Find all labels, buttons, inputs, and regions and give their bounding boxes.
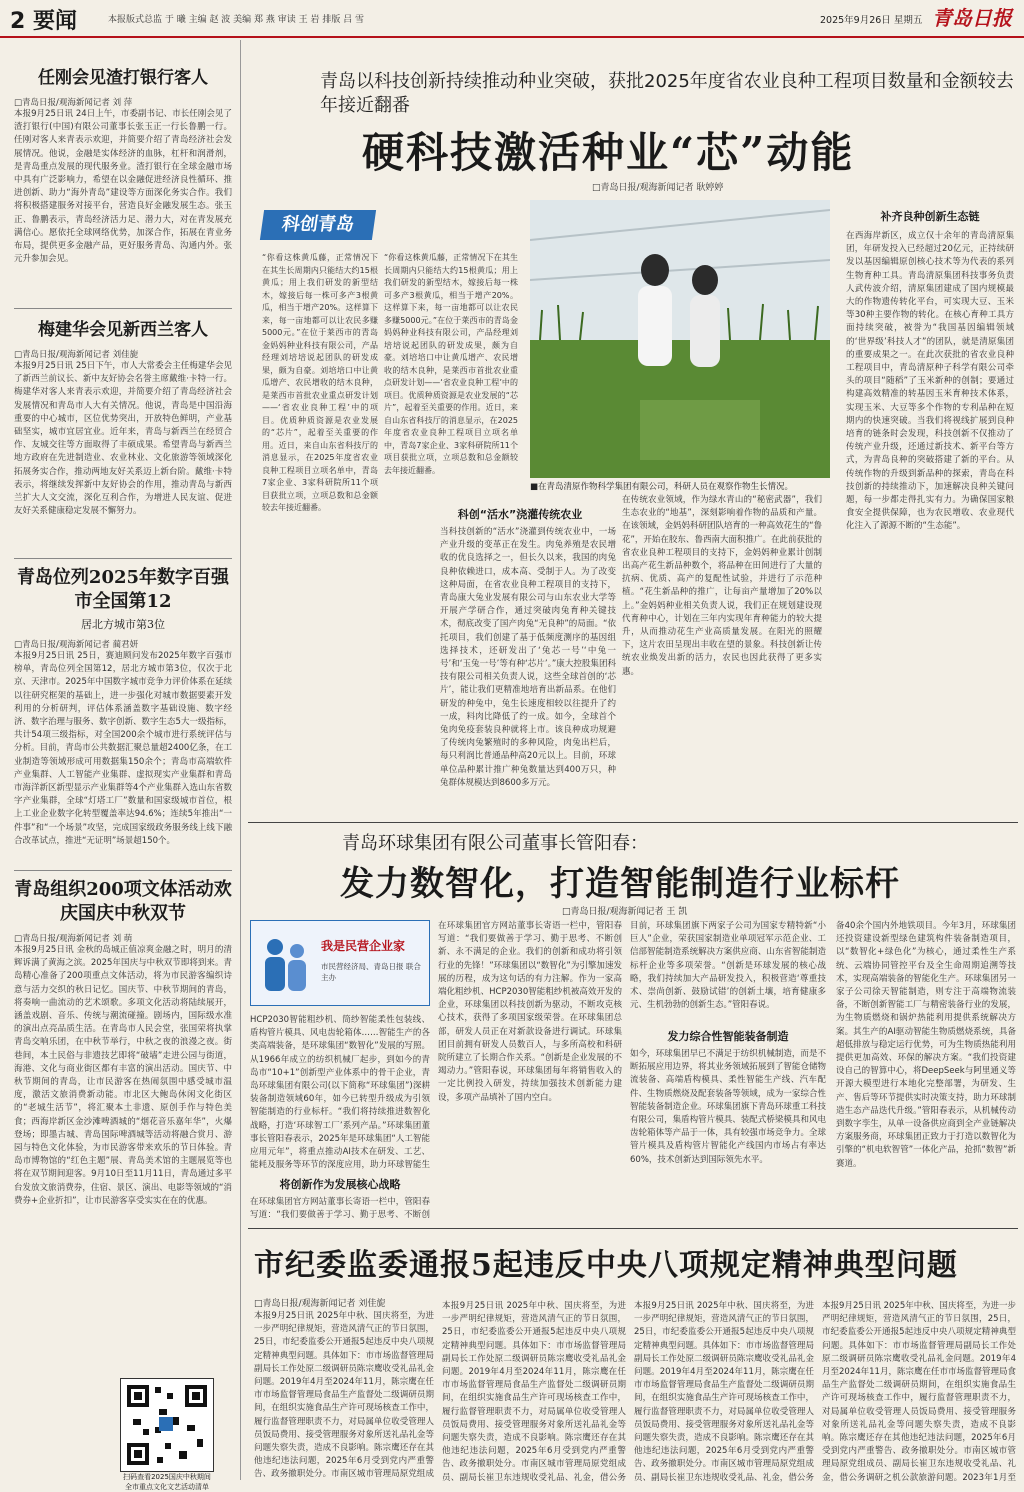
photo-caption: ■在青岛清原作物科学集团有限公司，科研人员在观察作物生长情况。	[530, 482, 794, 492]
divider	[14, 558, 232, 559]
feature1-intro: “你看这株黄瓜藤，正常情况下在其生长周期内只能结大约15根黄瓜；用上我们研发的新型结木，嫁接后每一株可多产3根黄瓜，相当于增产20%。这样算下来，每一亩地都可以让农民多赚5000元。”在位于莱西市的青岛金妈妈种业科技有限公司，产品经理刘培培说起团队的研发成果，颇为自豪。刘培培口中让黄瓜增产、农民增收的结木良种，是莱西市首批农业重点研发计划——‘省农业良种工程’中的项目。优质种质资源是农业发展的“芯片”，起着至关重要的作用。近日，来自山东省科技厅的消息显示，在2025年度省农业良种工程项目立项名单中，青岛7家企业、3家科研院所11个项目获批立项，立项总数和总金额较去年接近翻番。	[262, 253, 378, 512]
feature1-section1-title: 科创“活水”浇灌传统农业	[457, 508, 583, 521]
story-body: 本报9月25日讯 25日，赛迪顾问发布2025年数字百强市榜单，青岛位列全国第12，居北方城市第3位，仅次于北京、天津市。2025年中国数字城市竞争力评价体系在延续以往研究框架的基础上，进一步强化对城市数据要素开发利用的分析研判，评估体系涵盖数字基础设施、数字经济、数字治理与服务、数字创新、数字生态5大一级指标，共计54项三级指标，对全国200余个城市进行系统评估与分析。目前，青岛市公共数据汇聚总量超2400亿条，在工业制造等领域形成可用数据集150余个；青岛市高端软件产业集群、人工智能产业集群、虚拟现实产业集群和青岛市海洋新区新型显示产业集群等4个产业集群入选山东省数字产业集群，全球“灯塔工厂”数量和国家级城市首位，根上工业企业数字化转型覆盖率达94.6%；连续5年推出“一件事”和“一个场景”攻坚，完成国家级政务服务线上线下融合改革试点，推进“无证明”场景超150个。	[14, 651, 232, 846]
feature3-headline: 市纪委监委通报5起违反中央八项规定精神典型问题	[254, 1248, 958, 1283]
story-headline: 青岛组织200项文体活动欢庆国庆中秋双节	[14, 879, 232, 924]
story-body: 本报9月25日讯 25日下午，市人大常委会主任梅建华会见了新西兰前议长、新中友好协会名誉主席戴维·卡特一行。梅建华对客人来青表示欢迎，并简要介绍了青岛经济社会发展情况和青岛市人大有关情况。他说，青岛是中国沿海重要的中心城市，区位优势突出，开放特色鲜明，产业基础坚实，城市宜居宜业。近年来，青岛与新西兰在经贸合作、友城交往等方面取得了丰硕成果。希望青岛与新西兰地方政府在先进制造业、农业林业、文化旅游等领域深化拓展务实合作，推动两地友好关系迈上新台阶。戴维·卡特表示，将继续发挥新中友好协会的作用，推动青岛与新西兰扩大人文交流，深化互利合作，为增进人民友谊、促进友好关系健康稳定发展不懈努力。	[14, 361, 232, 517]
feature2-section2-title: 发力综合性智能装备制造	[667, 1030, 789, 1043]
editorial-credits: 本报版式总监 于 曦 主编 赵 波 美编 郑 燕 审读 王 岩 排版 吕 雪	[108, 15, 365, 25]
feature2-section1-lead: 在环球集团官方网站董事长寄语一栏中，管阳春写道：“我们要做善于学习、勤于思考、不断创	[250, 1197, 430, 1221]
feature1-kicker: 青岛以科技创新持续推动种业突破，获批2025年度省农业良种工程项目数量和金额较去年接近翻番	[320, 71, 1014, 116]
feature1-section3-title: 补齐良种创新生态链	[880, 210, 980, 223]
story-byline: □青岛日报/观海新闻记者 刘 萌	[14, 934, 133, 944]
qr-pattern-icon	[121, 1379, 213, 1471]
story-mei-jianhua	[14, 318, 232, 570]
greenhouse-image-icon	[530, 200, 830, 478]
feature3-byline: □青岛日报/观海新闻记者 刘佳旎	[254, 1299, 386, 1309]
column-divider	[240, 40, 241, 1480]
story-body: 本报9月25日讯 金秋的岛城正值凉爽金融之时，明月的清辉诉满了黄海之滨。2025年国庆与中秋双节即将到来。青岛精心准备了200项重点文体活动，将为市民游客编织诗意与活力交织的秋日记忆。国庆节、中秋节期间的青岛，将奏响一曲流动的艺术颂歌。多项文化活动将陆续展开，涵盖戏剧、音乐、传统与潮流碰撞。剧场内，国际级水准的演出点亮品质生活。在青岛市人民会堂，张国荣将执掌青岛交响乐团，在中秋节举行，中秋之夜的浪漫之夜。街巷间，本土民俗与非遗技艺即将“破墙”走进公园与街道，海港、文化与商业街区都有丰富的演出活动。国庆节、中秋节期间的青岛，让市民游客在热闹氛围中感受城市温度，激活文旅消费新动能。市北区大鲍岛休闲文化街区的“老城生活节”，将汇聚本土非遗、原创手作与特色美食；西海岸新区金沙滩啤酒城的“烟花音乐嘉年华”，火爆登场；即墨古城、青岛国际啤酒城等活动将融合赏月、游园与特色文化体验，为市民游客带来欢乐的节日体验。青岛市博物馆的“红色主题”展、青岛美术馆的主题展览等也将在双节期间迎客。9月10日至11月11日，青岛通过多平台发放文旅消费券，住宿、景区、演出、电影等领域的“消费券+企业折扣”，让市民游客享受实实在在的优惠。	[14, 945, 232, 1206]
issue-date: 2025年9月26日 星期五	[820, 15, 923, 26]
lab-photo	[530, 200, 830, 478]
divider	[14, 870, 232, 871]
column-banner-sub: 市民营经济局、青岛日报 联合主办	[321, 962, 421, 982]
feature2-headline: 发力数智化，打造智能制造行业标杆	[340, 864, 900, 904]
feature2-section2-body2: 如今，环球集团早已不满足于纺织机械制造，而是不断拓展应用边界，将其业务领域拓展到了智能仓储物流装备、高端盾构模具、柔性智能生产线、汽车配件、生物质燃烧及配套装备等领域，成为一家综合性智能装备制造企业。环球集团旗下青岛环球重工科技有限公司，集盾构管片模具、装配式桥梁模具和风电齿轮箱体等产品于一体，具有较强市场竞争力。全球管片模具及盾构管片智能化产线国内市场占有率达60%，技术创新达到国际领先水平。	[630, 1049, 826, 1165]
story-holiday-events	[14, 878, 232, 1424]
story-digital-cities	[14, 566, 232, 886]
story-byline: □青岛日报/观海新闻记者 蔺君妍	[14, 640, 139, 650]
feature1-byline: □青岛日报/观海新闻记者 耿婷婷	[592, 183, 724, 193]
story-headline: 任刚会见渣打银行客人	[38, 68, 208, 88]
story-byline: □青岛日报/观海新闻记者 刘 萍	[14, 98, 133, 108]
story-headline: 青岛位列2025年数字百强市全国第12	[16, 567, 230, 612]
feature1-headline: 硬科技激活种业“芯”动能	[362, 128, 855, 177]
qr-code[interactable]	[120, 1378, 214, 1472]
page-number	[10, 4, 77, 35]
feature2-section3-body: 备40余个国内外地铁项目。今年3月，环球集团还投资建设新型绿色建筑构件装备制造项目，以“数智化+绿色化”为核心，通过柔性生产系统、云端协同管控平台及全生命周期追溯等技术，实现高端装备的智能化生产。环球集团另一家子公司徐天智能制造，则专注于高端物流装备，不断创新智能工厂与精密装备行业的发展，为生物质燃烧和锅炉热能利用提供系统解决方案。其生产的AI驱动智能生物质燃烧系统，具备超低排放与稳定运行优势，可为生物质热能利用提供更加高效、环保的解决方案。“我们投资建设自己的智算中心，将DeepSeek与阿里通义等开源大模型进行本地化完整部署，为研发、生产、售后等环节提供实时决策支持，助力环球制造生态产品迭代升级。”管阳春表示，从机械传动到数字孪生，从单一设备供应商到全产业链解决方案服务商，环球集团正致力于打造以数智化为引擎的“机电软智管”一体化产品，抢抓“数智”新赛道。	[836, 921, 1016, 1169]
people-group-icon	[257, 929, 317, 999]
newspaper-logo: 青岛日报	[932, 6, 1012, 30]
section-divider	[248, 822, 1018, 823]
column-banner-title: 我是民营企业家	[321, 939, 406, 953]
feature2-section1-body: 在环球集团官方网站董事长寄语一栏中，管阳春写道：“我们要做善于学习、勤于思考、不断创新、永不满足的企业。我们的创新和成功将引领行业的先锋！”环球集团以“数智化”为引擎加速发展的历程，成为这句话的有力注解。作为一家高端化粗纱机、HCP2030智能粗纱机被高效开发的企业，环球集团以科技创新为驱动，不断攻克核心技术，获得了多项国家级荣誉。在环球集团总部，研发人员正在对新款设备进行调试。环球集团目前拥有研发人员数百人，与多所高校和科研院所建立了长期合作关系。“创新是企业发展的不竭动力。”管阳春说，环球集团每年将销售收入的一定比例投入研发，持续加强技术创新能力建设，多项产品填补了国内空白。	[438, 921, 622, 1103]
feature3-body-col2: 本报9月25日讯 2025年中秋、国庆将至，为进一步严明纪律规矩，营造风清气正的节日氛围，25日，市纪委监委公开通报5起违反中央八项规定精神典型问题。具体如下：市市场监督管理局副局长工作处原二级调研员陈宗鹰收受礼品礼金问题。2019年4月至2024年11月，陈宗鹰在任市市场监督管理局食品生产监督处二级调研员期间，在组织实施食品生产许可现场核查工作中，履行监督管理职责不力，对局属单位收受管理人员饭局费用、接受管理服务对象所送礼品礼金等问题失察失责，造成不良影响。陈宗鹰还存在其他违纪违法问题，2025年6月受到党内严重警告、政务撤职处分。市南区城市管理局原党组成员、副局长崔卫东违规收受礼品、礼金，借公务	[442, 1301, 626, 1482]
feature2-intro: HCP2030智能粗纱机、筒纱智能柔性包装线、盾构管片模具、风电齿轮箱体……智能生产的各类高端装备，是环球集团“数智化”发展的写照。从1966年成立的纺织机械厂起步，到如今的青岛市“10+1”创新型产业体系中的骨干企业，青岛环球集团有限公司(以下简称“环球集团”)深耕装备制造领域60年，如今已转型升级成为引领智能制造的行业标杆。“我们将持续推进数智化战略，打造‘环球智工厂’系列产品。”环球集团董事长管阳春表示，2025年是环球集团“人工智能应用元年”，将重点推动AI技术在研发、工艺、能耗及服务等环节的深度应用，助力环球智能生	[250, 1015, 430, 1170]
story-ren-gang	[14, 66, 232, 288]
feature1-section3-body: 在西海岸新区，成立仅十余年的青岛清原集团，年研发投入已经超过20亿元，正持续研发以基因编辑原创核心技术等为代表的系列生物育种工具。青岛清原集团科技事务负责人武传波介绍，清原集团建成了国内规模最大的作物遗传转化平台，可实现大豆、玉米等30种主要作物的转化。在核心育种工具方面持续突破，被誉为“我国基因编辑领域的‘世界级’科技人才”的团队，就是清原集团的重要成果之一。在此次获批的省农业良种工程项目中，青岛清原种子科学有限公司牵头的项目“随稻”了玉米新种的创制；要通过构建高效精准的转基因玉米育种技术体系，实现玉米、大豆等多个作物的专利品种在短期内的快速突破。当我们将视线扩展到良种培育的链条时会发现，科技创新不仅推动了传统产业升级，还通过新技术、新平台等方式，为青岛良种的突破搭建了新的平台。从传统作物的升级到新品种的探索，青岛在科技创新的持续推动下，加速解决良种关键问题，每一步都走得扎实有力。为确保国家粮食安全提供保障，也为农民增收、农业现代化注入了源源不断的“生态能”。	[846, 231, 1014, 532]
story-body: 本报9月25日讯 24日上午，市委副书记、市长任刚会见了渣打银行(中国)有限公司董事长张玉正一行长鲁鹏一行。任刚对客人来青表示欢迎，并简要介绍了青岛经济社会发展情况。他说，金融是实体经济的血脉，杠杆和润滑剂，是青岛重点发展的现代服务业。渣打银行在全球金融市场中具有广泛影响力，希望在以金融促进经济良性循环、推进创新、助力“海外青岛”建设等方面深化务实合作。我们将积极搭建服务对接平台，营造良好金融发展生态。张玉正、鲁鹏表示，青岛经济活力足、潜力大，对在青发展充满信心。愿依托全球网络优势，加深合作，拓展在青业务布局，提供更多金融产品，更好服务青岛、沟通内外。张元升参加会见。	[14, 109, 232, 265]
qr-caption: 扫码查看2025国庆中秋期间全市重点文化文艺活动清单	[123, 1473, 211, 1491]
feature1-intro-cont: “你看这株黄瓜藤，正常情况下在其生长周期内只能结大约15根黄瓜；用上我们研发的新型结木，嫁接后每一株可多产3根黄瓜，相当于增产20%。这样算下来，每一亩地都可以让农民多赚5000元。”在位于莱西市的青岛金妈妈种业科技有限公司，产品经理刘培培说起团队的研发成果，颇为自豪。刘培培口中让黄瓜增产、农民增收的结木良种，是莱西市首批农业重点研发计划——‘省农业良种工程’中的项目。优质种质资源是农业发展的“芯片”，起着至关重要的作用。近日，来自山东省科技厅的消息显示，在2025年度省农业良种工程项目立项名单中，青岛7家企业、3家科研院所11个项目获批立项，立项总数和总金额较去年接近翻番。	[384, 253, 518, 475]
story-headline: 梅建华会见新西兰客人	[38, 320, 208, 340]
feature2-section1-title: 将创新作为发展核心战略	[279, 1178, 401, 1191]
feature2-byline: □青岛日报/观海新闻记者 王 凯	[562, 907, 688, 917]
section-badge: 科创青岛	[260, 210, 376, 240]
page-number-value: 2	[10, 9, 26, 34]
column-banner	[250, 920, 430, 1006]
feature3-body-col1: 本报9月25日讯 2025年中秋、国庆将至，为进一步严明纪律规矩，营造风清气正的节日氛围，25日，市纪委监委公开通报5起违反中央八项规定精神典型问题。具体如下：市市场监督管理局副局长工作处原二级调研员陈宗鹰收受礼品礼金问题。2019年4月至2024年11月，陈宗鹰在任市市场监督管理局食品生产监督处二级调研员期间，在组织实施食品生产许可现场核查工作中，履行监督管理职责不力，对局属单位收受管理人员饭局费用、接受管理服务对象所送礼品礼金等问题失察失责，造成不良影响。陈宗鹰还存在其他违纪违法问题，2025年6月受到党内严重警告、政务撤职处分。市南区城市管理局原党组成	[254, 1311, 434, 1480]
story-byline: □青岛日报/观海新闻记者 刘佳旎	[14, 350, 139, 360]
feature3-body-col4: 本报9月25日讯 2025年中秋、国庆将至，为进一步严明纪律规矩，营造风清气正的节日氛围，25日，市纪委监委公开通报5起违反中央八项规定精神典型问题。具体如下：市市场监督管理局副局长工作处原二级调研员陈宗鹰收受礼品礼金问题。2019年4月至2024年11月，陈宗鹰在任市市场监督管理局食品生产监督处二级调研员期间，在组织实施食品生产许可现场核查工作中，履行监督管理职责不力，对局属单位收受管理人员饭局费用、接受管理服务对象所送礼品礼金等问题失察失责，造成不良影响。陈宗鹰还存在其他违纪违法问题，2025年6月受到党内严重警告、政务撤职处分。市南区城市管理局原党组成员、副局长崔卫东违规收受礼品、礼金，借公务调研之机公款旅游问题。2023年1月至	[822, 1301, 1016, 1482]
feature1-section2-body: 在传统农业领域，作为绿水青山的“秘密武器”，我们生态农业的“地基”，深刻影响着作物的品质和产量。在该领域，金妈妈科研团队培育的一种高效花生的“鲁花”，开始在胶东、鲁西南大面积推广。在此前获批的省农业良种工程项目的支持下，金妈妈种业累计创制出高产花生新品种数个，将品种在田间进行了大量的抗病、优质、高产的复配性试验，并进行了示范种植。“花生新品种的推广，让每亩产量增加了20%以上。”金妈妈种业相关负责人说，我们正在规划建设现代育种中心，计划在三年内实现年育种能力的较大提升，从而推动花生产业高质量发展。在阳光的照耀下，这片农田呈现出丰收在望的景象。科技创新让传统农业焕发出新的活力，农民也因此获得了更多实惠。	[622, 495, 822, 677]
feature1-section1-body: 当科技创新的“活水”浇灌到传统农业中，一场产业升级的变革正在发生。肉兔养殖是农民增收的优良选择之一，但长久以来，我国的肉兔良种依赖进口，成本高、受制于人。为了改变这种局面，在省农业良种工程项目的支持下，青岛康大兔业发展有限公司与山东农业大学等开展产学研合作，通过突破肉兔育种关键技术，彻底改变了国产肉兔“无良种”的局面。“依托项目，我们创建了基于低频度测序的基因组选择技术，还研发出了‘兔芯一号’‘中兔一号’和‘玉兔一号’等有种‘芯片’。”康大控股集团科技有限公司相关负责人说，这些全球首创的‘芯片’，能让我们更精准地培育出新品系。在他们研发的种兔中，兔生长速度相较以往提升了约一成，料肉比降低了约一成。如今，全球首个兔肉免疫套装良种就将上市。该良种成功规避了传统肉兔繁殖时的多种风险，肉兔出栏后，每只利润比普通品种高20元以上。目前，环球单位品种累计推广种兔数量达到400万只，种兔群体规模达到8600多万元。	[440, 527, 616, 788]
feature2-kicker: 青岛环球集团有限公司董事长管阳春：	[342, 833, 648, 854]
feature3-body-col3: 本报9月25日讯 2025年中秋、国庆将至，为进一步严明纪律规矩，营造风清气正的节日氛围，25日，市纪委监委公开通报5起违反中央八项规定精神典型问题。具体如下：市市场监督管理局副局长工作处原二级调研员陈宗鹰收受礼品礼金问题。2019年4月至2024年11月，陈宗鹰在任市市场监督管理局食品生产监督处二级调研员期间，在组织实施食品生产许可现场核查工作中，履行监督管理职责不力，对局属单位收受管理人员饭局费用、接受管理服务对象所送礼品礼金等问题失察失责，造成不良影响。陈宗鹰还存在其他违纪违法问题，2025年6月受到党内严重警告、政务撤职处分。市南区城市管理局原党组成员、副局长崔卫东违规收受礼品、礼金，借公务	[634, 1301, 814, 1482]
section-name: 要闻	[32, 9, 77, 34]
feature2-section2-body: 目前，环球集团旗下两家子公司为国家专精特新“小巨人”企业，荣获国家制造业单项冠军示范企业、工信部智能制造系统解决方案供应商、山东省智能制造标杆企业等多项荣誉。“创新是环球发展的核心战略，我们持续加大产品研发投入，积极营造‘尊重技术、崇尚创新、鼓励试错’的创新土壤，培育健康多元、生机勃勃的创新生态。”管阳春说。	[630, 921, 826, 1011]
section-divider	[248, 1228, 1018, 1229]
divider	[14, 308, 232, 309]
story-subhead: 居北方城市第3位	[81, 618, 165, 631]
